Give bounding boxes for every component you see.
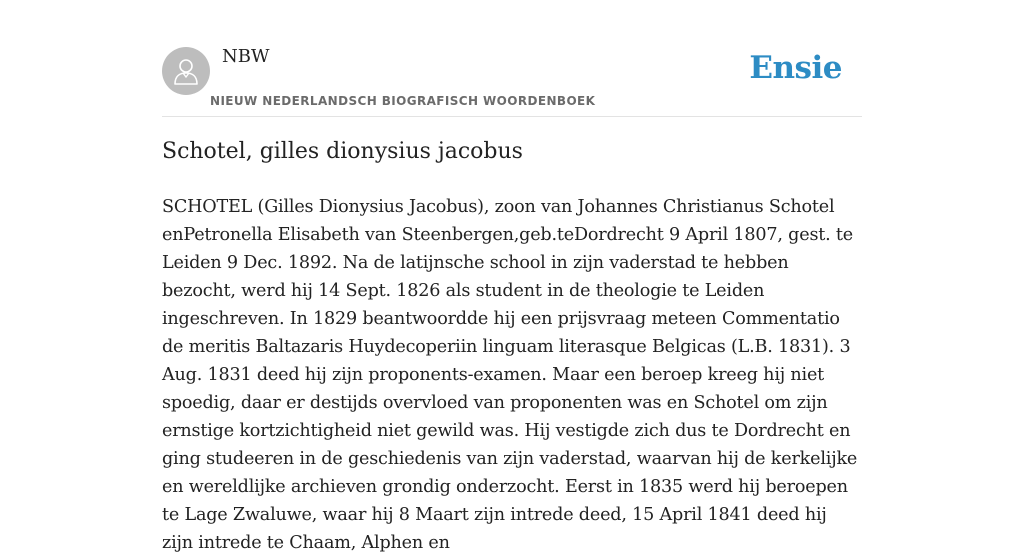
- user-icon: [173, 57, 199, 85]
- brand-logo[interactable]: Ensie: [749, 50, 842, 86]
- source-name[interactable]: NBW: [222, 46, 270, 67]
- source-avatar[interactable]: [162, 47, 210, 95]
- article-body: SCHOTEL (Gilles Dionysius Jacobus), zoon van Johannes Christianus Schotel enPetronella Elisabeth van Steenbergen,geb.teDordrecht 9 April 1807, gest. te Leiden 9 Dec. 1892. Na de latijnsche school in zijn vaderstad te hebben bezocht, werd hij 14 Sept. 1826 als student in de theologie te Leiden ingeschreven. In 1829 beantwoordde hij een prijsvraag meteen Commentatio de meritis Baltazaris Huydecoperiin linguam literasque Belgicas (L.B. 1831). 3 Aug. 1831 deed hij zijn proponents-examen. Maar een beroep kreeg hij niet spoedig, daar er destijds overvloed van proponenten was en Schotel om zijn ernstige kortzichtigheid niet gewild was. Hij vestigde zich dus te Dordrecht en ging studeeren in de geschiedenis van zijn vaderstad, waarvan hij de kerkelijke en wereldlijke archieven grondig onderzocht. Eerst in 1835 werd hij beroepen te Lage Zwaluwe, waar hij 8 Maart zijn intrede deed, 15 April 1841 deed hij zijn intrede te Chaam, Alphen en: [162, 197, 858, 553]
- article-title: Schotel, gilles dionysius jacobus: [162, 139, 523, 164]
- source-header: [162, 0, 862, 117]
- source-subtitle: NIEUW NEDERLANDSCH BIOGRAFISCH WOORDENBOEK: [210, 94, 596, 108]
